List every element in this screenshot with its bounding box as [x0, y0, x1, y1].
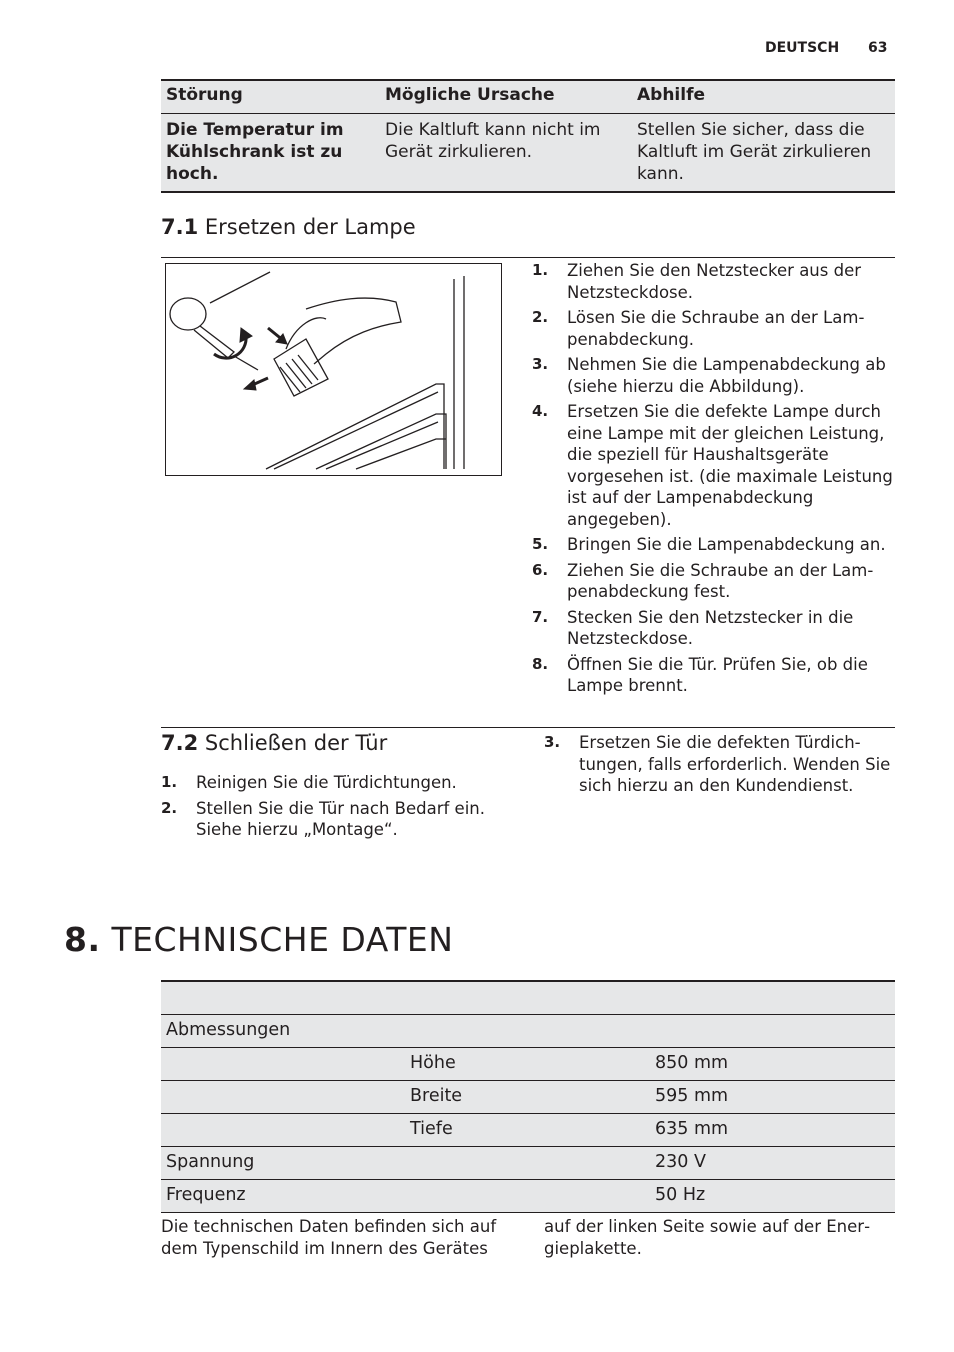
list-item [532, 401, 894, 530]
step-number: 3. [544, 733, 561, 751]
step-number: 1. [532, 261, 549, 279]
step-number: 3. [532, 355, 549, 373]
list-item [544, 732, 894, 797]
table-row [161, 1146, 895, 1179]
list-item [161, 798, 506, 841]
section-title: Ersetzen der Lampe [204, 215, 416, 239]
table-cell: Tiefe [410, 1119, 453, 1139]
table-cell-cause: Die Kaltluft kann nicht im Gerät zirkulieren. [380, 114, 632, 193]
list-item [532, 560, 894, 603]
step-text: Reinigen Sie die Türdichtungen. [196, 773, 457, 792]
step-text: Stellen Sie die Tür nach Bedarf ein. Siehe hierzu „Montage“. [196, 798, 485, 839]
door-steps-left [161, 772, 506, 845]
column-header: Abhilfe [632, 80, 895, 114]
table-header-row [161, 80, 895, 114]
step-number: 1. [161, 773, 178, 791]
step-text: Stecken Sie den Netzstecker in die Netzsteckdose. [567, 607, 854, 648]
door-steps-right [544, 732, 894, 801]
table-cell-remedy: Stellen Sie sicher, dass die Kaltluft im Gerät zirkulieren kann. [632, 114, 895, 193]
footnote-right: auf der linken Seite sowie auf der Energieplakette. [544, 1217, 871, 1258]
chapter-heading-8 [64, 920, 453, 959]
section-title: Schließen der Tür [204, 731, 388, 755]
list-item [532, 260, 894, 303]
step-text: Ziehen Sie den Netzstecker aus der Netzsteckdose. [567, 261, 862, 302]
divider [161, 257, 895, 258]
list-item [532, 354, 894, 397]
section-number: 7.2 [161, 731, 199, 755]
table-cell: Spannung [166, 1152, 255, 1172]
table-cell: Höhe [410, 1053, 456, 1073]
column-header: Störung [161, 80, 380, 114]
chapter-title: TECHNISCHE DATEN [111, 920, 454, 959]
step-number: 6. [532, 560, 549, 579]
troubleshooting-table [161, 79, 895, 193]
step-text: Öffnen Sie die Tür. Prüfen Sie, ob die Lampe brennt. [567, 654, 868, 695]
table-cell: 595 mm [655, 1086, 729, 1106]
table-cell: Frequenz [166, 1185, 246, 1205]
table-cell: 230 V [655, 1152, 706, 1172]
section-heading-7-2 [161, 731, 387, 755]
lamp-illustration-drawing [166, 264, 501, 475]
step-text: Lösen Sie die Schraube an der Lampenabdeckung. [567, 308, 865, 349]
column-header: Mögliche Ursache [380, 80, 632, 114]
table-cell: 850 mm [655, 1053, 729, 1073]
list-item [532, 307, 894, 350]
list-item [161, 772, 506, 794]
section-heading-7-1 [161, 215, 416, 239]
technical-data-table [161, 980, 895, 1213]
step-text: Bringen Sie die Lampenabdeckung an. [567, 535, 886, 554]
step-number: 2. [161, 798, 178, 817]
step-number: 4. [532, 402, 549, 420]
step-text: Ersetzen Sie die defekten Türdichtungen, falls erforderlich. Wenden Sie sich hierzu an den Kundendienst. [579, 733, 891, 795]
table-cell: Breite [410, 1086, 463, 1106]
footnote-left: Die technischen Daten befinden sich auf dem Typenschild im Innern des Gerätes [161, 1217, 497, 1258]
divider [161, 727, 895, 728]
table-cell-problem: Die Temperatur im Kühlschrank ist zu hoch. [161, 114, 380, 193]
table-row [161, 1047, 895, 1080]
step-number: 2. [532, 308, 549, 326]
table-row [161, 1080, 895, 1113]
lamp-replacement-steps [532, 260, 894, 701]
table-cell: Abmessungen [166, 1020, 291, 1040]
chapter-number: 8. [64, 920, 101, 959]
step-number: 8. [532, 654, 549, 673]
step-text: Nehmen Sie die Lampenabdeckung ab (siehe hierzu die Abbildung). [567, 355, 886, 396]
step-number: 5. [532, 535, 549, 553]
lamp-replacement-illustration [165, 263, 502, 476]
table-cell: 635 mm [655, 1119, 729, 1139]
table-row [161, 1014, 895, 1047]
list-item [532, 607, 894, 650]
header-language: DEUTSCH [765, 40, 840, 56]
table-row [161, 1113, 895, 1146]
page-number: 63 [868, 40, 888, 56]
section-number: 7.1 [161, 215, 199, 239]
table-row [161, 114, 895, 193]
table-row [161, 980, 895, 1014]
step-text: Ziehen Sie die Schraube an der Lampenabdeckung fest. [567, 560, 874, 601]
table-cell: 50 Hz [655, 1185, 706, 1205]
list-item [532, 534, 894, 556]
list-item [532, 654, 894, 697]
step-text: Ersetzen Sie die defekte Lampe durch eine Lampe mit der gleichen Leistung, die speziell für Haushaltsgeräte vorgesehen ist. (die maximale Leistung ist auf der Lampenabdeckung angegeben). [567, 402, 893, 529]
step-number: 7. [532, 607, 549, 626]
table-row [161, 1179, 895, 1213]
